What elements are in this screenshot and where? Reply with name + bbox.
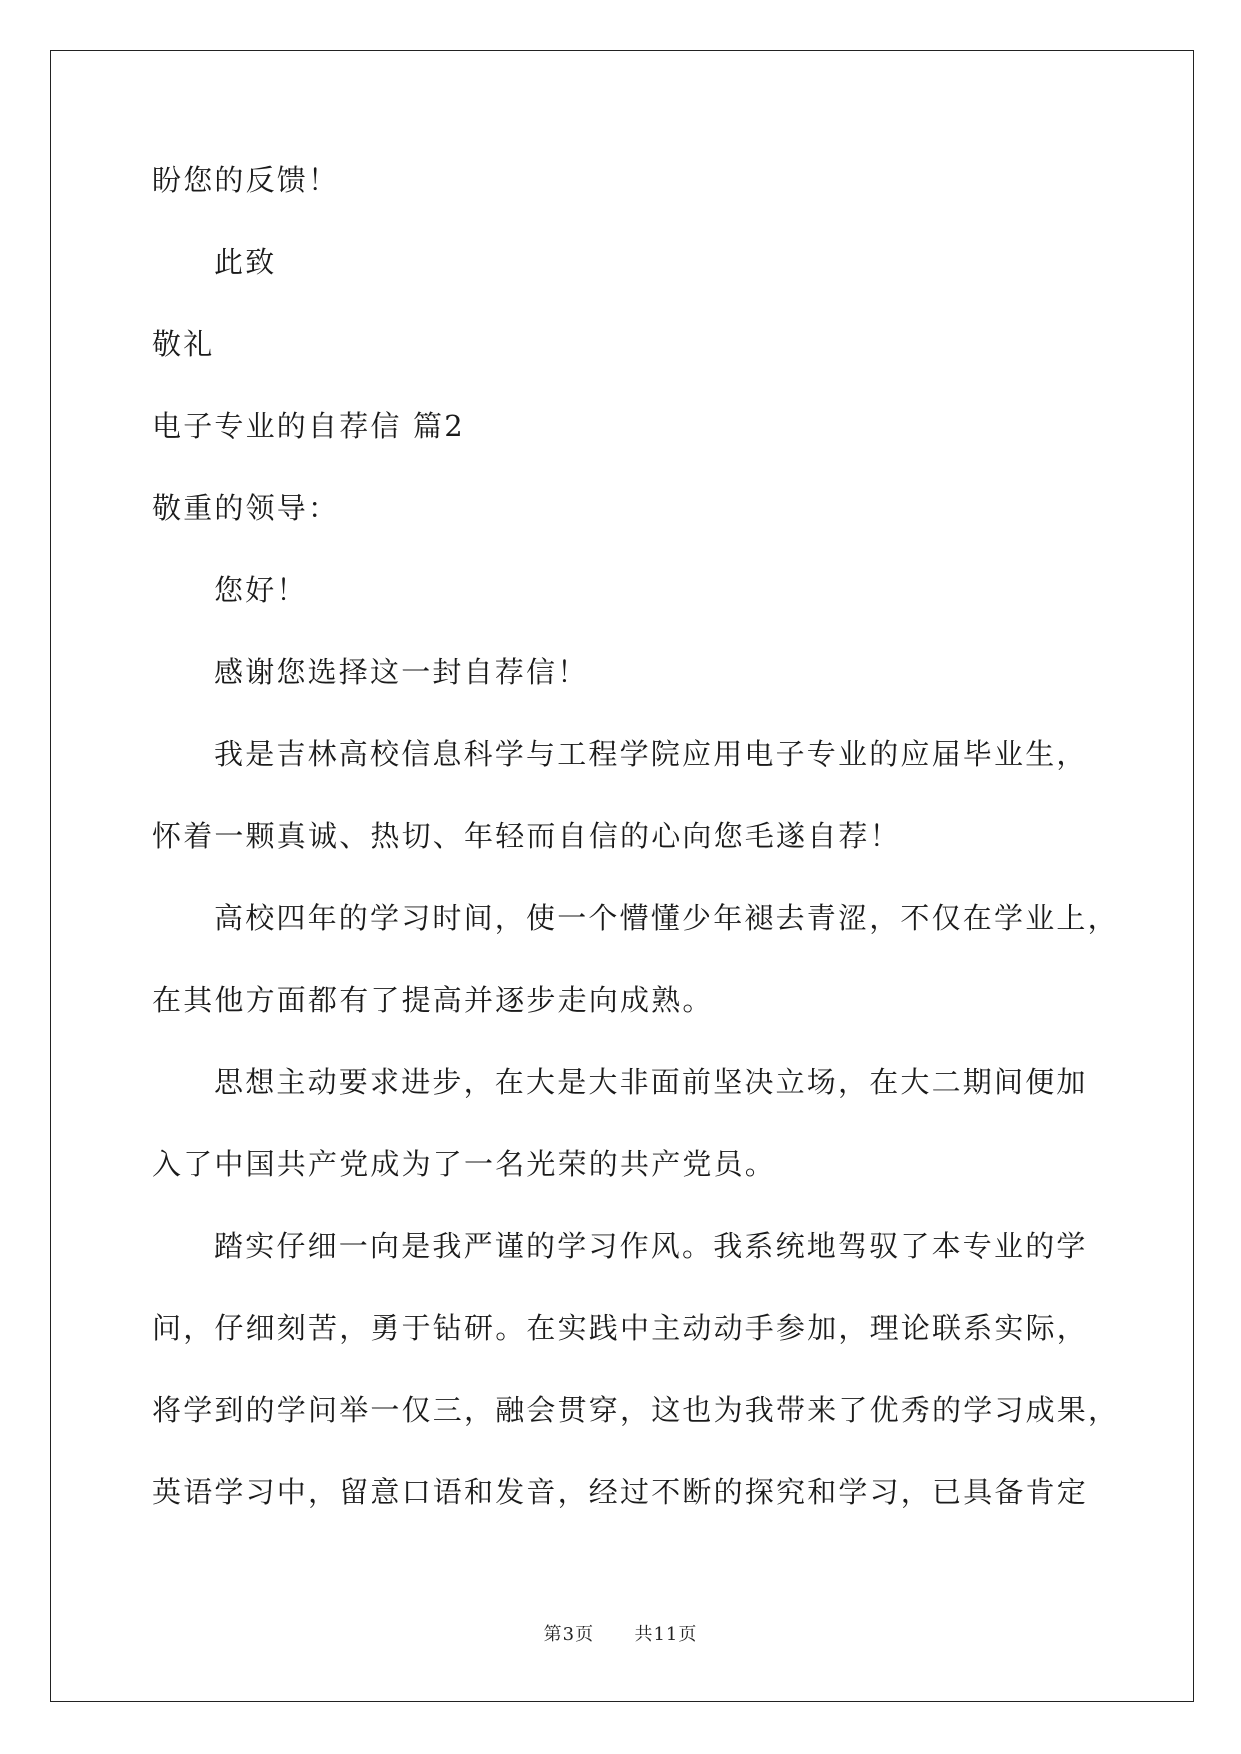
text-line: 英语学习中，留意口语和发音，经过不断的探究和学习，已具备肯定 bbox=[152, 1475, 1089, 1509]
text-line: 怀着一颗真诚、热切、年轻而自信的心向您毛遂自荐！ bbox=[152, 819, 901, 853]
page-footer bbox=[0, 1620, 1241, 1646]
salutation: 敬重的领导： bbox=[152, 491, 340, 525]
text-line: 问，仔细刻苦，勇于钻研。在实践中主动动手参加，理论联系实际， bbox=[152, 1311, 1089, 1345]
text-line: 踏实仔细一向是我严谨的学习作风。我系统地驾驭了本专业的学 bbox=[214, 1229, 1088, 1263]
text-line: 思想主动要求进步，在大是大非面前坚决立场，在大二期间便加 bbox=[214, 1065, 1088, 1099]
section-heading: 电子专业的自荐信 篇2 bbox=[152, 409, 465, 443]
footer-gap bbox=[601, 1624, 628, 1645]
letter-body bbox=[152, 160, 1120, 1554]
text-line: 高校四年的学习时间，使一个懵懂少年褪去青涩，不仅在学业上， bbox=[214, 901, 1119, 935]
text-line: 您好！ bbox=[214, 573, 308, 607]
text-line: 在其他方面都有了提高并逐步走向成熟。 bbox=[152, 983, 714, 1017]
text-line: 此致 bbox=[214, 245, 277, 279]
text-line: 盼您的反馈！ bbox=[152, 163, 340, 197]
page-number: 第3页 bbox=[543, 1624, 595, 1645]
text-line: 敬礼 bbox=[152, 327, 215, 361]
text-line: 入了中国共产党成为了一名光荣的共产党员。 bbox=[152, 1147, 777, 1181]
text-line: 感谢您选择这一封自荐信！ bbox=[214, 655, 589, 689]
text-line: 将学到的学问举一仅三，融会贯穿，这也为我带来了优秀的学习成果， bbox=[152, 1393, 1120, 1427]
total-pages: 共11页 bbox=[634, 1624, 698, 1645]
text-line: 我是吉林高校信息科学与工程学院应用电子专业的应届毕业生， bbox=[214, 737, 1088, 771]
